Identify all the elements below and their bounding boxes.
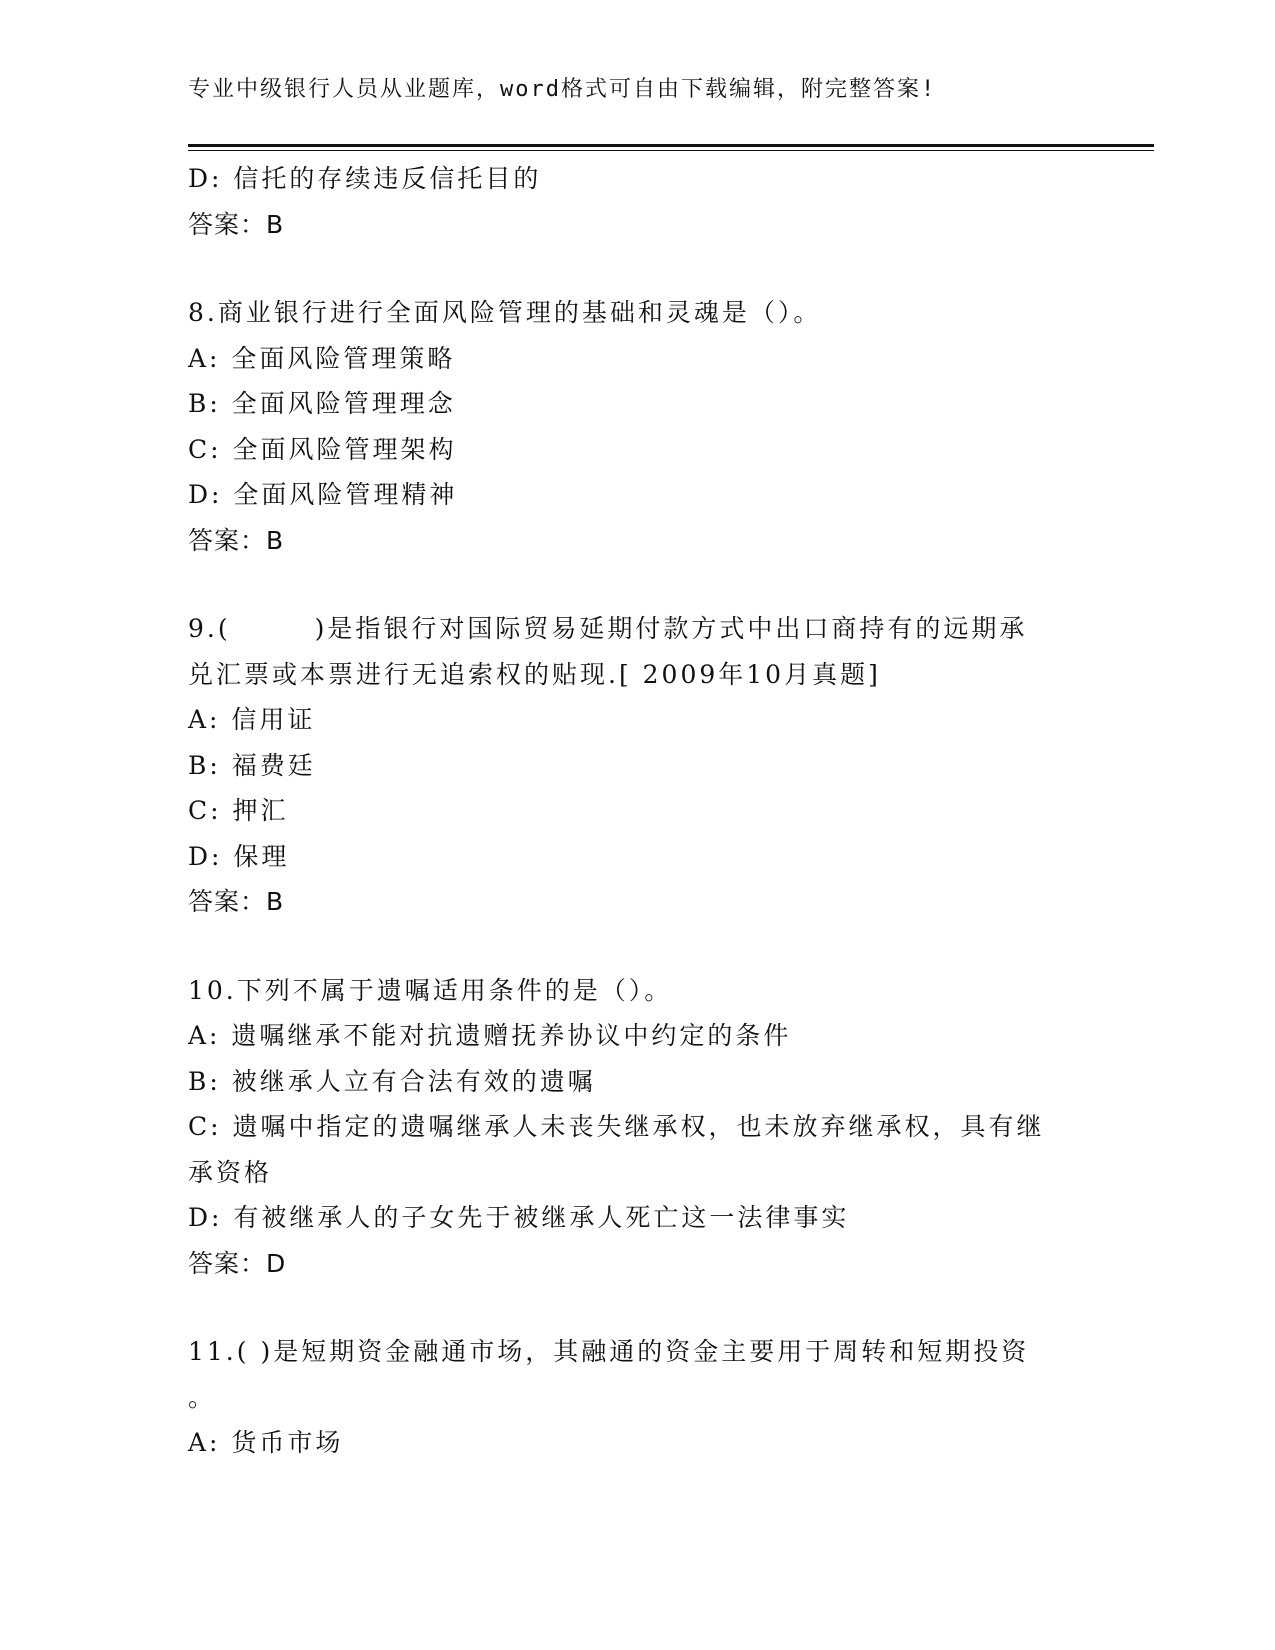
question-9 — [188, 606, 1088, 925]
question-11 — [188, 1329, 1088, 1466]
header-divider-thin — [188, 150, 1154, 151]
question-content — [188, 156, 1088, 1466]
option-d: D: 全面风险管理精神 — [188, 480, 458, 509]
question-8 — [188, 290, 1088, 563]
answer-label: 答案：B — [188, 209, 285, 239]
header-divider-thick — [188, 144, 1154, 147]
option-c-line-2: 承资格 — [188, 1157, 273, 1187]
option-c-line-1: C: 遗嘱中指定的遗嘱继承人未丧失继承权，也未放弃继承权，具有继 — [188, 1112, 1045, 1141]
option-c: C: 押汇 — [188, 796, 289, 825]
option-d: D: 保理 — [188, 841, 290, 871]
page-header: 专业中级银行人员从业题库，word格式可自由下载编辑，附完整答案! — [188, 77, 937, 102]
previous-question-tail — [188, 156, 1088, 247]
option-a: A: 货币市场 — [188, 1428, 344, 1457]
question-stem-line-2: 兑汇票或本票进行无追索权的贴现.[ 2009年10月真题] — [188, 659, 881, 689]
question-stem-line-1: 11.( )是短期资金融通市场，其融通的资金主要用于周转和短期投资 — [188, 1337, 1030, 1366]
option-c: C: 全面风险管理架构 — [188, 434, 457, 464]
question-10 — [188, 968, 1088, 1287]
question-stem: 8.商业银行进行全面风险管理的基础和灵魂是（）。 — [188, 298, 822, 327]
answer-label: 答案：B — [188, 525, 285, 555]
option-b: B: 全面风险管理理念 — [188, 389, 456, 418]
option-a: A: 全面风险管理策略 — [188, 343, 456, 373]
question-stem: 10.下列不属于遗嘱适用条件的是（）。 — [188, 975, 673, 1005]
question-stem-line-2: 。 — [188, 1382, 217, 1412]
spacer — [188, 563, 1088, 606]
option-a: A: 遗嘱继承不能对抗遗赠抚养协议中约定的条件 — [188, 1021, 792, 1050]
spacer — [188, 247, 1088, 290]
option-b: B: 福费廷 — [188, 750, 316, 780]
option-d: D: 有被继承人的子女先于被继承人死亡这一法律事实 — [188, 1203, 850, 1232]
option-b: B: 被继承人立有合法有效的遗嘱 — [188, 1066, 596, 1096]
question-stem-line-1: 9.( )是指银行对国际贸易延期付款方式中出口商持有的远期承 — [188, 614, 1028, 643]
option-d: D: 信托的存续违反信托目的 — [188, 164, 542, 193]
spacer — [188, 1286, 1088, 1329]
option-a: A: 信用证 — [188, 705, 316, 734]
answer-label: 答案：D — [188, 1248, 287, 1278]
spacer — [188, 925, 1088, 968]
answer-label: 答案：B — [188, 887, 285, 916]
